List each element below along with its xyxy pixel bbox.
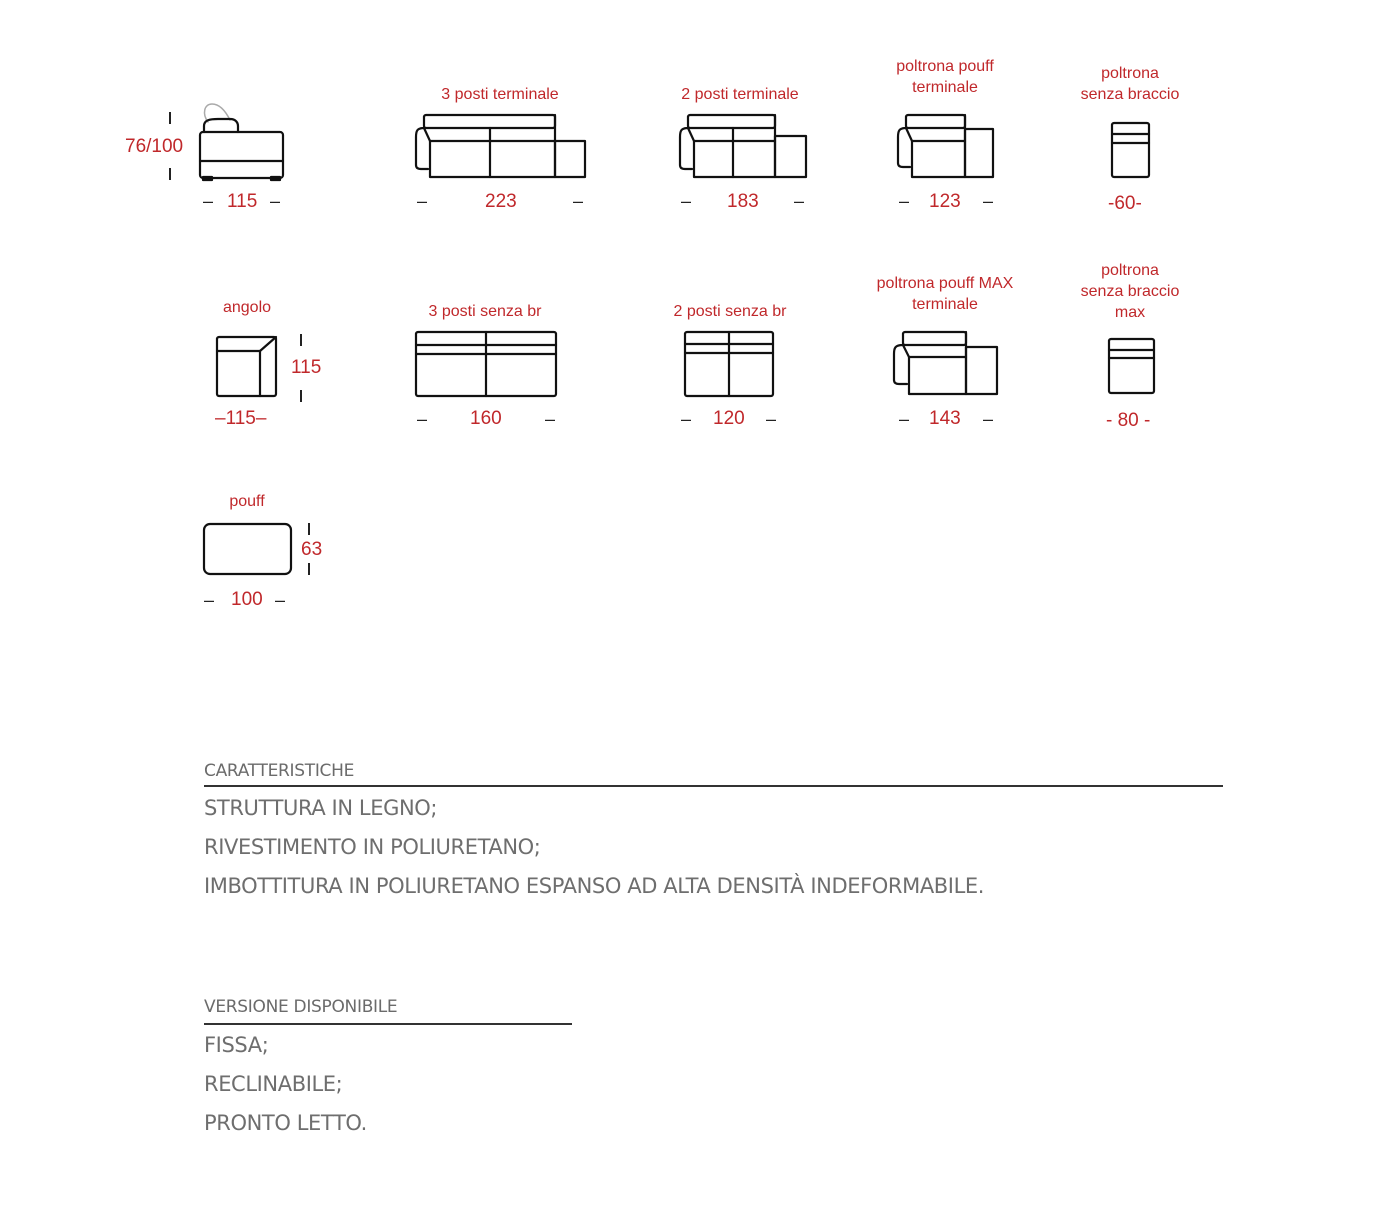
dimension-dash: – (983, 409, 994, 429)
label-line: poltrona pouff (896, 58, 994, 75)
side-view-drawing (196, 100, 288, 182)
version-item: RECLINABILE; (204, 1072, 343, 1096)
version-item: PRONTO LETTO. (204, 1111, 367, 1135)
dimension-dash: – (417, 191, 428, 211)
armchair-drawing (1110, 120, 1152, 180)
section-title: CARATTERISTICHE (204, 761, 355, 781)
width-dimension: -60- (1108, 193, 1142, 214)
label-line: terminale (912, 296, 978, 313)
version-item: FISSA; (204, 1033, 269, 1057)
dimension-dash: – (417, 409, 428, 429)
label-line: max (1114, 304, 1146, 321)
sofa-drawing (896, 113, 996, 181)
dimension-tick (169, 112, 171, 124)
dimension-tick (300, 390, 302, 402)
module-label (865, 56, 1025, 98)
pouff-drawing (202, 522, 294, 576)
sofa-drawing (683, 330, 776, 399)
feature-item: RIVESTIMENTO IN POLIURETANO; (204, 835, 541, 859)
module-label: pouff (229, 493, 265, 510)
width-dimension: 123 (929, 191, 961, 212)
sofa-drawing (891, 330, 1001, 398)
dimension-dash: – (899, 409, 910, 429)
module-label: 2 posti senza br (673, 303, 787, 320)
label-line: poltrona pouff MAX (876, 275, 1014, 292)
label-line: poltrona (1101, 65, 1159, 82)
label-line: senza braccio (1080, 86, 1180, 103)
height-dimension: 76/100 (125, 136, 184, 157)
width-dimension: 223 (485, 191, 517, 212)
dimension-tick (169, 168, 171, 180)
width-dimension: - 80 - (1106, 410, 1151, 431)
dimension-dash: – (899, 191, 910, 211)
feature-item: IMBOTTITURA IN POLIURETANO ESPANSO AD ALTA DENSITÀ INDEFORMABILE. (204, 874, 985, 898)
module-label: angolo (222, 299, 272, 316)
sofa-drawing (678, 113, 810, 181)
dimension-dash: – (573, 191, 584, 211)
width-dimension: 143 (929, 408, 961, 429)
width-dimension: 183 (727, 191, 759, 212)
height-dimension: 115 (291, 357, 322, 378)
dimension-dash: – (681, 191, 692, 211)
width-dimension: 160 (470, 408, 502, 429)
width-dimension: –115– (215, 408, 267, 429)
dimension-dash: – (681, 409, 692, 429)
dimension-dash: – (275, 590, 286, 610)
dimension-dash: – (545, 409, 556, 429)
module-label (1055, 63, 1205, 105)
dimension-dash: – (983, 191, 994, 211)
dimension-dash: – (794, 191, 805, 211)
module-label: 3 posti senza br (428, 303, 542, 320)
section-divider (204, 1023, 572, 1025)
module-label (855, 273, 1035, 315)
width-dimension: 100 (231, 589, 263, 610)
label-line: senza braccio (1080, 283, 1180, 300)
dimension-tick (300, 334, 302, 346)
armchair-drawing (1107, 337, 1157, 396)
dimension-dash: – (766, 409, 777, 429)
module-label: 3 posti terminale (441, 86, 559, 103)
sofa-drawing (414, 330, 560, 399)
sofa-drawing (414, 113, 588, 181)
section-divider (204, 785, 1223, 787)
section-title: VERSIONE DISPONIBILE (204, 997, 398, 1017)
dimension-dash: – (204, 590, 215, 610)
dimension-dash: – (270, 191, 281, 211)
dimension-tick (308, 523, 310, 535)
module-label (1055, 260, 1205, 323)
width-dimension: 120 (713, 408, 745, 429)
height-dimension: 63 (301, 539, 323, 560)
width-dimension: 115 (227, 191, 258, 212)
dimension-dash: – (203, 191, 214, 211)
label-line: poltrona (1101, 262, 1159, 279)
label-line: terminale (912, 79, 978, 96)
dimension-tick (308, 563, 310, 575)
corner-drawing (215, 335, 279, 399)
feature-item: STRUTTURA IN LEGNO; (204, 796, 438, 820)
module-label: 2 posti terminale (681, 86, 799, 103)
